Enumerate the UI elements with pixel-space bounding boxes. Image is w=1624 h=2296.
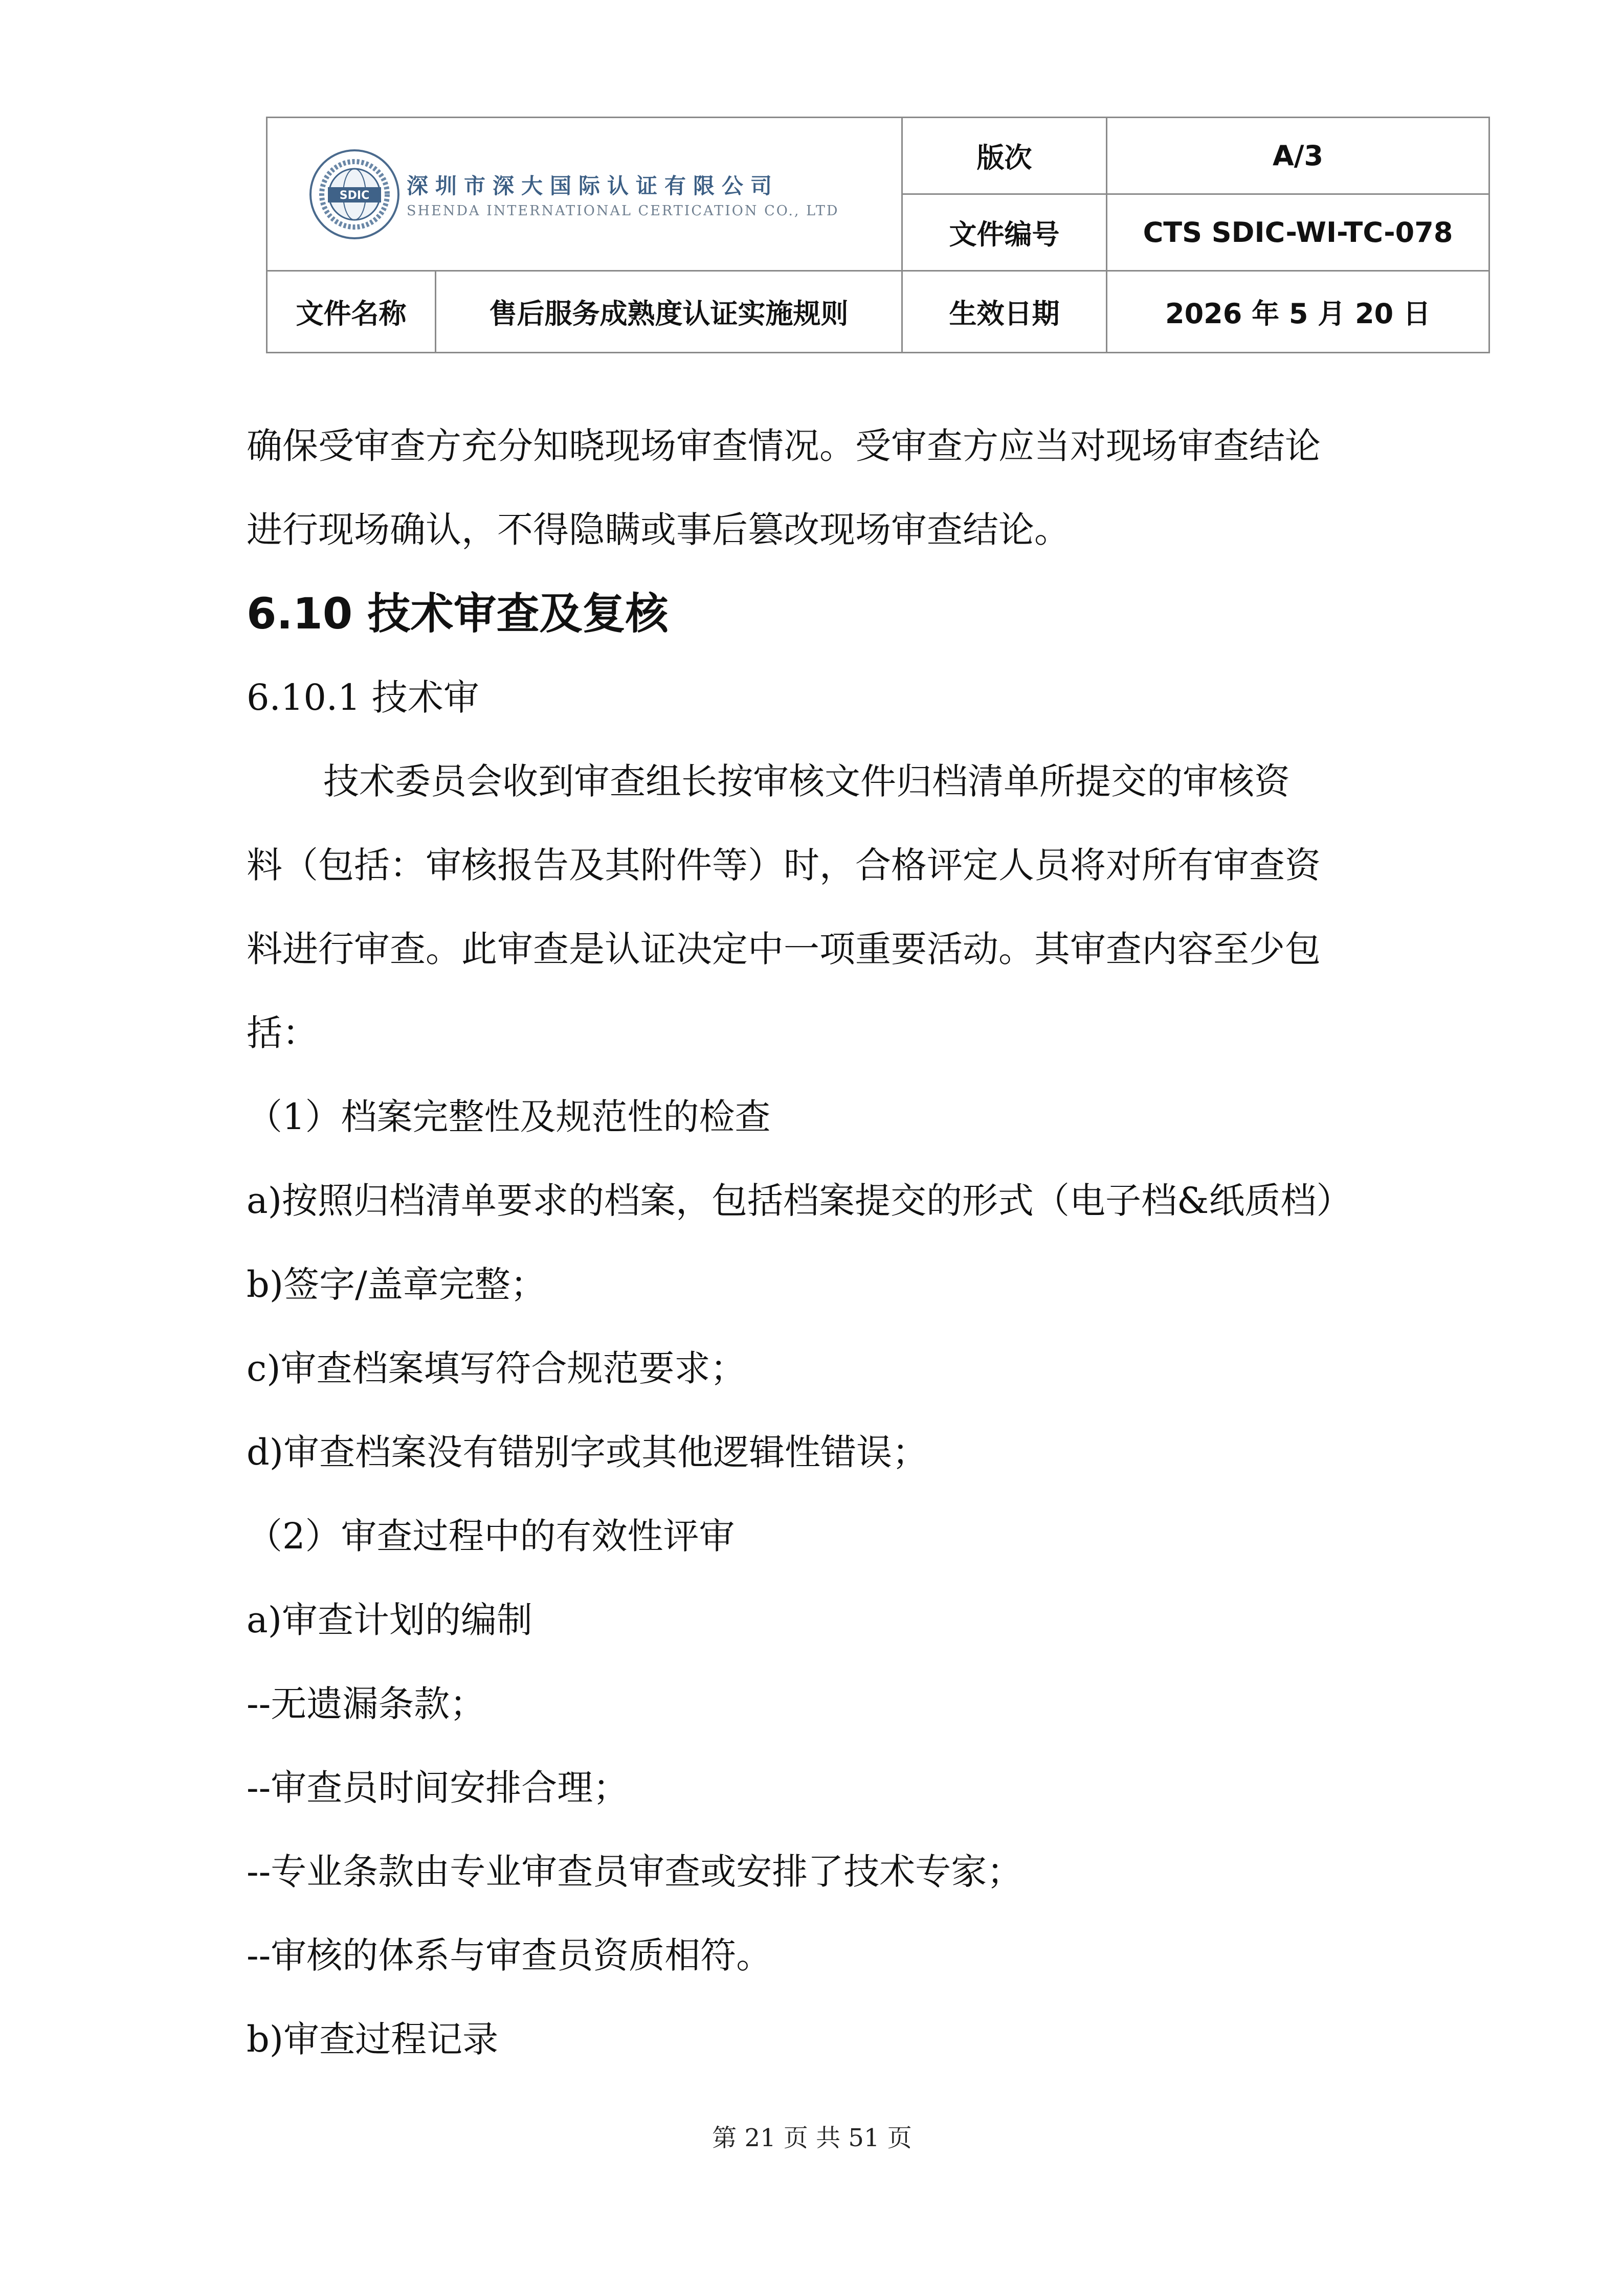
document-number-value: CTS SDIC-WI-TC-078 xyxy=(1107,194,1489,271)
section-heading: 6.10 技术审查及复核 xyxy=(247,589,669,639)
logo-text: SDIC xyxy=(339,189,370,202)
body-line: 确保受审查方充分知晓现场审查情况。受审查方应当对现场审查结论 xyxy=(247,425,1321,467)
list-item: b)审查过程记录 xyxy=(247,2018,499,2060)
document-name-label: 文件名称 xyxy=(267,271,436,353)
company-logo-cell xyxy=(267,118,902,271)
company-name-cn: 深圳市深大国际认证有限公司 xyxy=(407,173,780,198)
list-item: b)签字/盖章完整； xyxy=(247,1264,546,1305)
paragraph-line: 括： xyxy=(247,1012,318,1054)
list-item: （1）档案完整性及规范性的检查 xyxy=(247,1096,771,1138)
document-name-value: 售后服务成熟度认证实施规则 xyxy=(436,271,902,353)
version-label: 版次 xyxy=(902,118,1107,194)
list-item: a)按照归档清单要求的档案，包括档案提交的形式（电子档&纸质档） xyxy=(247,1180,1352,1222)
paragraph-line: 技术委员会收到审查组长按审核文件归档清单所提交的审核资 xyxy=(323,760,1290,802)
list-item: a)审查计划的编制 xyxy=(247,1599,533,1641)
list-item: --无遗漏条款； xyxy=(247,1683,486,1725)
company-name-en: SHENDA INTERNATIONAL CERTICATION CO., LTD xyxy=(407,203,839,219)
effective-date-value: 2026 年 5 月 20 日 xyxy=(1107,271,1489,353)
company-logo-icon xyxy=(308,148,401,240)
subsection-heading: 6.10.1 技术审 xyxy=(247,677,479,718)
page-footer: 第 21 页 共 51 页 xyxy=(712,2124,912,2152)
body-line: 进行现场确认，不得隐瞒或事后篡改现场审查结论。 xyxy=(247,509,1070,551)
effective-date-label: 生效日期 xyxy=(902,271,1107,353)
document-number-label: 文件编号 xyxy=(902,194,1107,271)
paragraph-line: 料（包括：审核报告及其附件等）时，合格评定人员将对所有审查资 xyxy=(247,844,1321,886)
document-body xyxy=(247,404,1423,2081)
list-item: --专业条款由专业审查员审查或安排了技术专家； xyxy=(247,1851,1023,1893)
list-item: （2）审查过程中的有效性评审 xyxy=(247,1515,735,1557)
list-item: --审核的体系与审查员资质相符。 xyxy=(247,1934,772,1976)
list-item: c)审查档案填写符合规范要求； xyxy=(247,1347,746,1389)
paragraph-line: 料进行审查。此审查是认证决定中一项重要活动。其审查内容至少包 xyxy=(247,928,1321,970)
list-item: --审查员时间安排合理； xyxy=(247,1767,629,1809)
version-value: A/3 xyxy=(1107,118,1489,194)
list-item: d)审查档案没有错别字或其他逻辑性错误； xyxy=(247,1431,928,1473)
document-header-table xyxy=(266,117,1490,353)
